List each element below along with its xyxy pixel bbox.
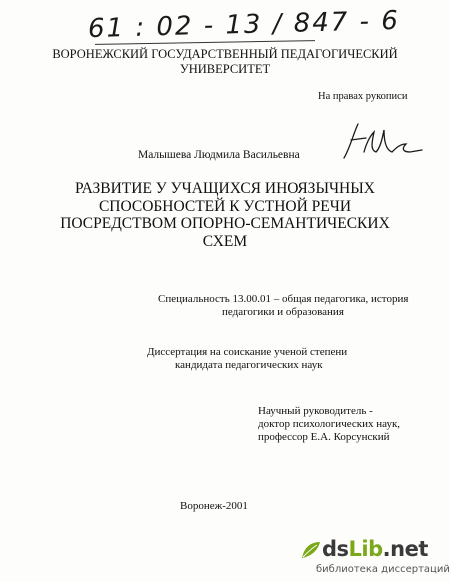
leaf-icon (300, 540, 322, 560)
supervisor-line-2: доктор психологических наук, (258, 418, 401, 430)
specialty-line-1: Специальность 13.00.01 – общая педагогика, история (158, 293, 409, 305)
title-line-4: СХЕМ (202, 232, 248, 250)
dissertation-title (55, 180, 395, 250)
specialty-line-2: педагогики и образования (222, 306, 344, 318)
logo-lib: Lib (348, 537, 383, 561)
archive-stamp: 61 : 02 - 13 / 847 - 6 (87, 5, 401, 45)
title-line-1: РАЗВИТИЕ У УЧАЩИХСЯ ИНОЯЗЫЧНЫХ (75, 180, 375, 197)
logo-net: .net (382, 537, 428, 561)
university-line-2: УНИВЕРСИТЕТ (179, 62, 271, 76)
logo-ds: ds (322, 537, 349, 561)
title-line-3: ПОСРЕДСТВОМ ОПОРНО-СЕМАНТИЧЕСКИХ (60, 215, 390, 232)
logo-subtitle: библиотека диссертаций (316, 564, 450, 575)
university-line-1: ВОРОНЕЖСКИЙ ГОСУДАРСТВЕННЫЙ ПЕДАГОГИЧЕСКИЙ (52, 47, 398, 61)
supervisor-line-1: Научный руководитель - (258, 405, 373, 417)
author-name: Малышева Людмила Васильевна (138, 149, 300, 161)
degree-line-1: Диссертация на соискание ученой степени (147, 346, 348, 358)
city-year: Воронеж-2001 (180, 500, 248, 512)
title-line-2: СПОСОБНОСТЕЙ К УСТНОЙ РЕЧИ (98, 197, 352, 215)
logo-wordmark (322, 537, 428, 561)
supervisor-line-3: профессор Е.А. Корсунский (258, 431, 390, 443)
university-header (40, 47, 410, 77)
dslib-watermark[interactable] (300, 537, 450, 579)
rights-note: На правах рукописи (318, 91, 408, 102)
handwritten-signature (336, 118, 426, 168)
degree-line-2: кандидата педагогических наук (175, 359, 323, 371)
